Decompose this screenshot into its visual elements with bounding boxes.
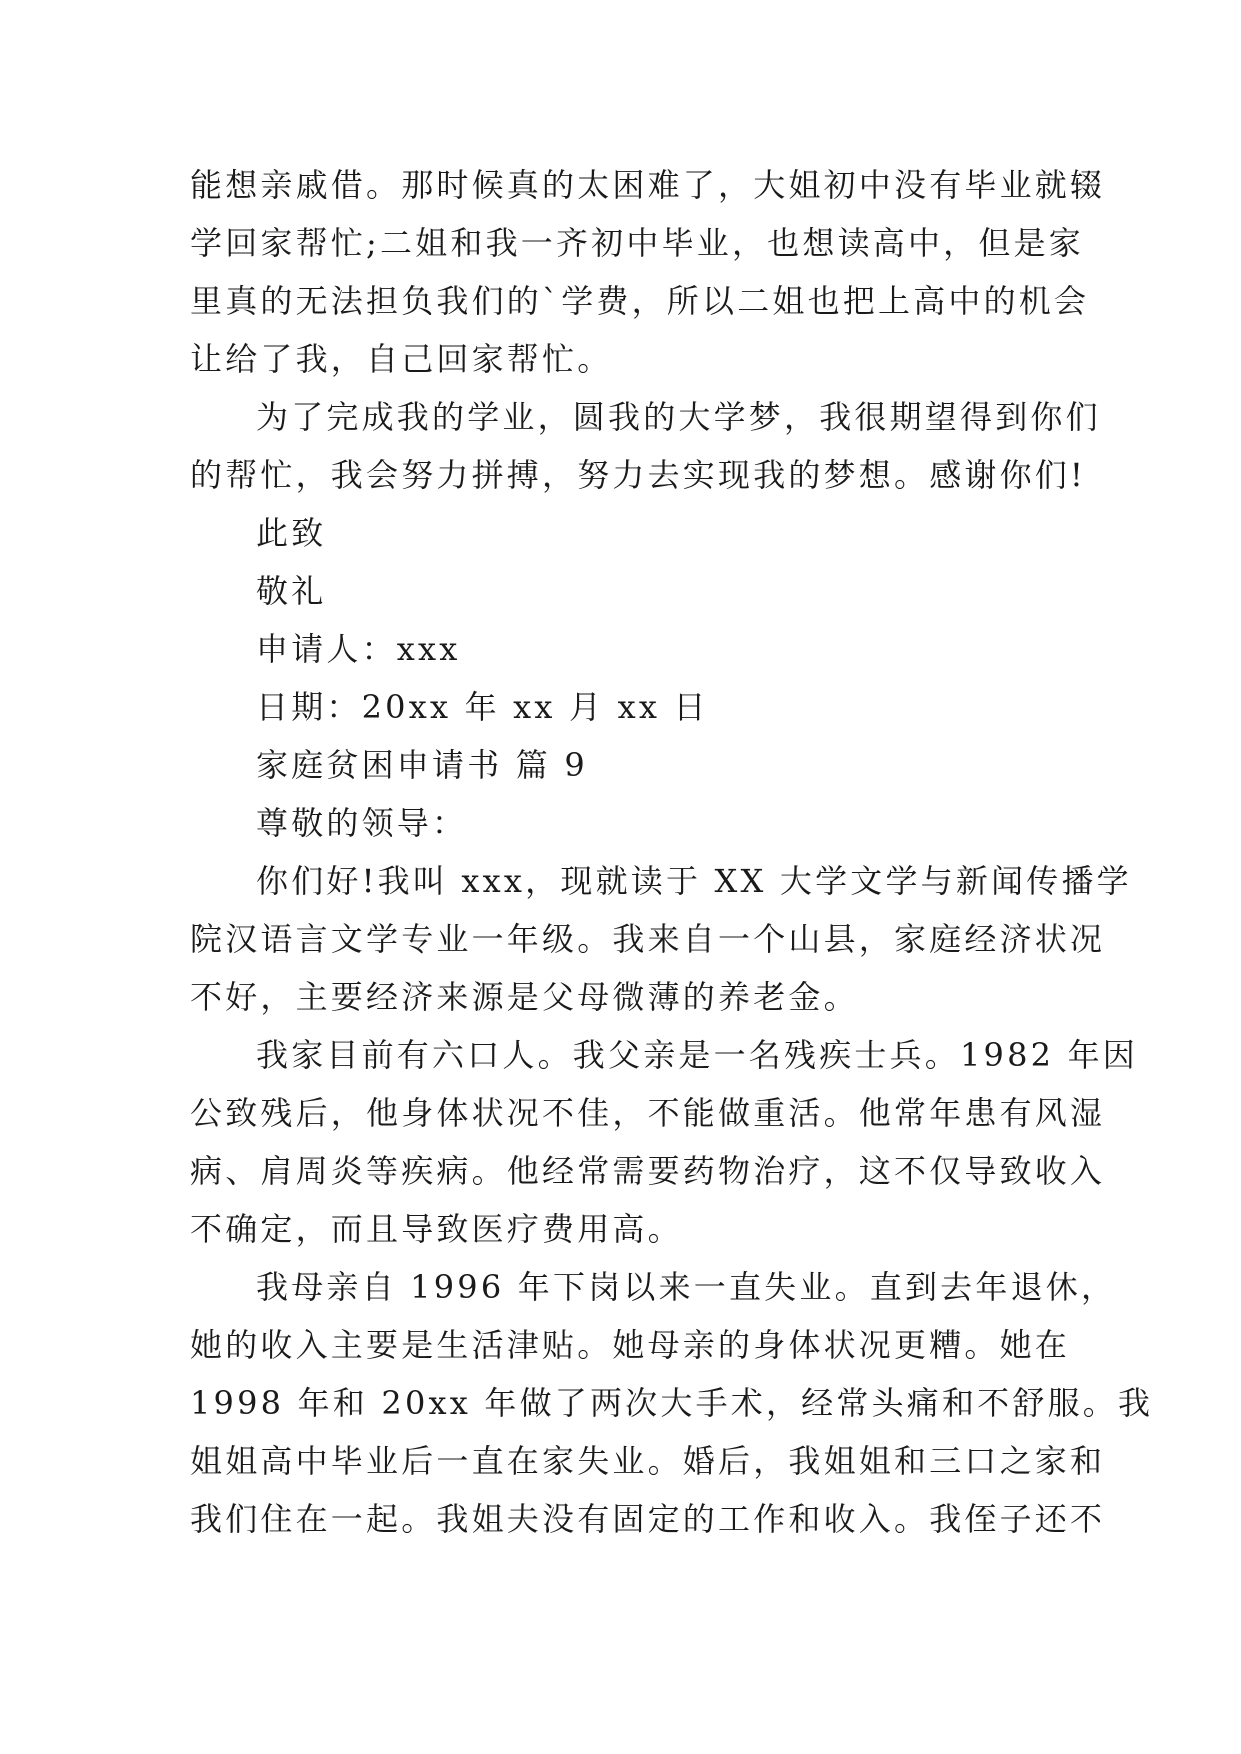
text-line: 病、肩周炎等疾病。他经常需要药物治疗，这不仅导致收入 (190, 1152, 1106, 1190)
text-line: 的帮忙，我会努力拼搏，努力去实现我的梦想。感谢你们! (190, 456, 1087, 494)
text-line: 此致 (256, 514, 327, 552)
text-line: 1998 年和 20xx 年做了两次大手术，经常头痛和不舒服。我 (190, 1384, 1154, 1422)
document-body (190, 156, 1154, 1548)
text-line: 申请人：xxx (256, 630, 461, 668)
text-line: 敬礼 (256, 572, 327, 610)
text-line: 尊敬的领导： (256, 804, 468, 842)
text-line: 我母亲自 1996 年下岗以来一直失业。直到去年退休， (256, 1268, 1117, 1306)
text-line: 里真的无法担负我们的`学费，所以二姐也把上高中的机会 (190, 282, 1090, 320)
text-line: 不确定，而且导致医疗费用高。 (190, 1210, 683, 1248)
text-line: 让给了我，自己回家帮忙。 (190, 340, 613, 378)
text-line: 院汉语言文学专业一年级。我来自一个山县，家庭经济状况 (190, 920, 1106, 958)
text-line: 她的收入主要是生活津贴。她母亲的身体状况更糟。她在 (190, 1326, 1071, 1364)
text-line: 我们住在一起。我姐夫没有固定的工作和收入。我侄子还不 (190, 1500, 1106, 1538)
text-line: 家庭贫困申请书 篇 9 (256, 746, 588, 784)
text-line: 不好，主要经济来源是父母微薄的养老金。 (190, 978, 859, 1016)
text-line: 能想亲戚借。那时候真的太困难了，大姐初中没有毕业就辍 (190, 166, 1106, 204)
text-line: 为了完成我的学业，圆我的大学梦，我很期望得到你们 (256, 398, 1101, 436)
text-line: 姐姐高中毕业后一直在家失业。婚后，我姐姐和三口之家和 (190, 1442, 1106, 1480)
text-line: 学回家帮忙;二姐和我一齐初中毕业，也想读高中，但是家 (190, 224, 1084, 262)
text-line: 公致残后，他身体状况不佳，不能做重活。他常年患有风湿 (190, 1094, 1106, 1132)
text-line: 日期：20xx 年 xx 月 xx 日 (256, 688, 709, 726)
text-line: 你们好!我叫 xxx，现就读于 XX 大学文学与新闻传播学 (256, 862, 1132, 900)
text-line: 我家目前有六口人。我父亲是一名残疾士兵。1982 年因 (256, 1036, 1139, 1074)
